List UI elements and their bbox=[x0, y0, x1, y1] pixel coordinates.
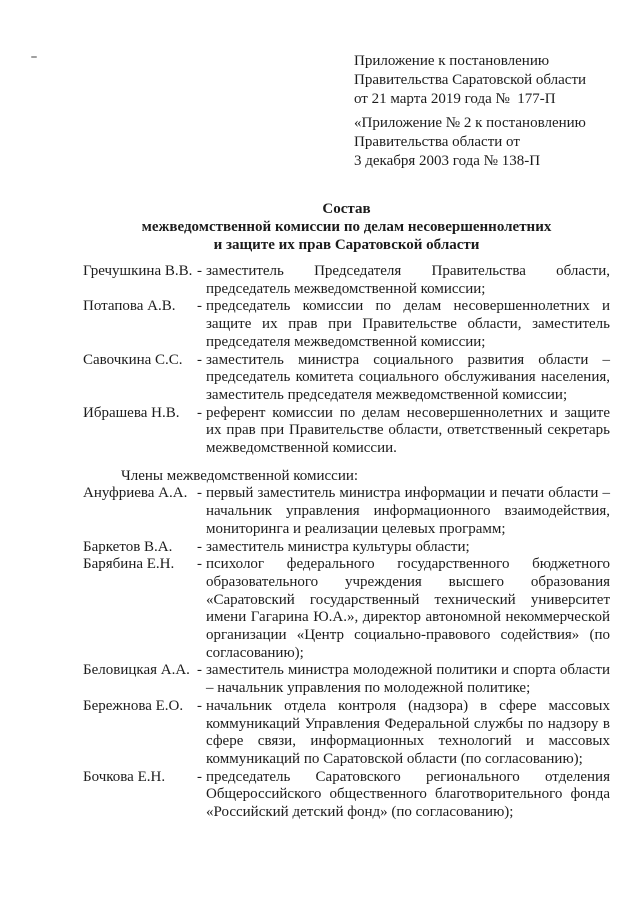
document-title-line: и защите их прав Саратовской области bbox=[213, 237, 480, 253]
member-row bbox=[83, 539, 610, 557]
appendix-line: от 21 марта 2019 года № 177-П bbox=[354, 91, 556, 107]
member-row bbox=[83, 263, 610, 298]
document-title bbox=[83, 200, 610, 254]
member-name: Потапова А.В. bbox=[83, 298, 176, 315]
dash-separator: - bbox=[197, 556, 202, 573]
dash-separator: - bbox=[197, 404, 202, 421]
member-name: Барябина Е.Н. bbox=[83, 556, 175, 573]
member-role: заместитель министра молодежной политики и спорта области – начальник управления по молодежной политике; bbox=[206, 662, 610, 697]
member-name: Гречушкина В.В. bbox=[83, 263, 193, 279]
member-name: Баркетов В.А. bbox=[83, 538, 173, 555]
member-role: референт комиссии по делам несовершеннолетних и защите их прав при Правительстве области, ответственный секретарь межведомственной комиссии. bbox=[206, 404, 610, 457]
member-row bbox=[83, 485, 610, 538]
members-section-heading: Члены межведомственной комиссии: bbox=[121, 467, 359, 484]
dash-separator: - bbox=[197, 485, 202, 502]
appendix-line: Приложение к постановлению bbox=[354, 53, 550, 69]
appendix2-line: 3 декабря 2003 года № 138-П bbox=[354, 153, 541, 169]
member-role: психолог федерального государственного бюджетного образовательного учреждения высшего образования «Саратовский государственный технический университет имени Гагарина Ю.А.», директор автономной некоммерческой организации «Центр социально-правового содействия» (по согласованию); bbox=[206, 556, 610, 661]
appendix2-line: «Приложение № 2 к постановлению bbox=[354, 115, 586, 131]
appendix2-line: Правительства области от bbox=[354, 134, 520, 150]
member-name: Бочкова Е.Н. bbox=[83, 768, 166, 785]
dash-separator: - bbox=[197, 768, 202, 785]
dash-separator: - bbox=[197, 538, 202, 555]
scan-artifact bbox=[31, 56, 37, 58]
member-name: Ибрашева Н.В. bbox=[83, 404, 180, 421]
document-title-line: Состав bbox=[322, 201, 371, 217]
member-row bbox=[83, 405, 610, 458]
dash-separator: - bbox=[197, 697, 202, 714]
member-row bbox=[83, 298, 610, 351]
appendix-reference-block bbox=[354, 52, 586, 171]
member-row bbox=[83, 698, 610, 769]
member-role: заместитель Председателя Правительства области, председатель межведомственной комиссии; bbox=[206, 263, 610, 297]
dash-separator: - bbox=[197, 351, 202, 368]
member-role: заместитель министра социального развития области – председатель комитета социального обслуживания населения, заместитель председателя межведомственной комиссии; bbox=[206, 351, 610, 403]
document-title-line: межведомственной комиссии по делам несовершеннолетних bbox=[141, 219, 552, 235]
member-role: первый заместитель министра информации и печати области – начальник управления информационного взаимодействия, мониторинга и реализации целевых программ; bbox=[206, 485, 610, 537]
member-name: Савочкина С.С. bbox=[83, 351, 183, 368]
dash-separator: - bbox=[197, 298, 202, 315]
member-row bbox=[83, 769, 610, 822]
dash-separator: - bbox=[197, 263, 202, 279]
commission-list bbox=[83, 263, 610, 822]
member-role: председатель Саратовского регионального отделения Общероссийского общественного благотворительного фонда «Российский детский фонд» (по согласованию); bbox=[206, 768, 610, 821]
member-name: Беловицкая А.А. bbox=[83, 662, 190, 679]
member-role: председатель комиссии по делам несовершеннолетних и защите их прав при Правительстве области, заместитель председателя межведомственной комиссии; bbox=[206, 298, 610, 350]
member-role: начальник отдела контроля (надзора) в сфере массовых коммуникаций Управления Федеральной службы по надзору в сфере связи, информационных технологий и массовых коммуникаций по Саратовской области (по согласованию); bbox=[206, 697, 610, 767]
member-name: Ануфриева А.А. bbox=[83, 485, 188, 502]
member-role: заместитель министра культуры области; bbox=[206, 538, 470, 555]
member-row bbox=[83, 352, 610, 405]
member-row bbox=[83, 556, 610, 662]
appendix-line: Правительства Саратовской области bbox=[354, 72, 587, 88]
dash-separator: - bbox=[197, 662, 202, 679]
member-name: Бережнова Е.О. bbox=[83, 697, 184, 714]
member-row bbox=[83, 662, 610, 697]
